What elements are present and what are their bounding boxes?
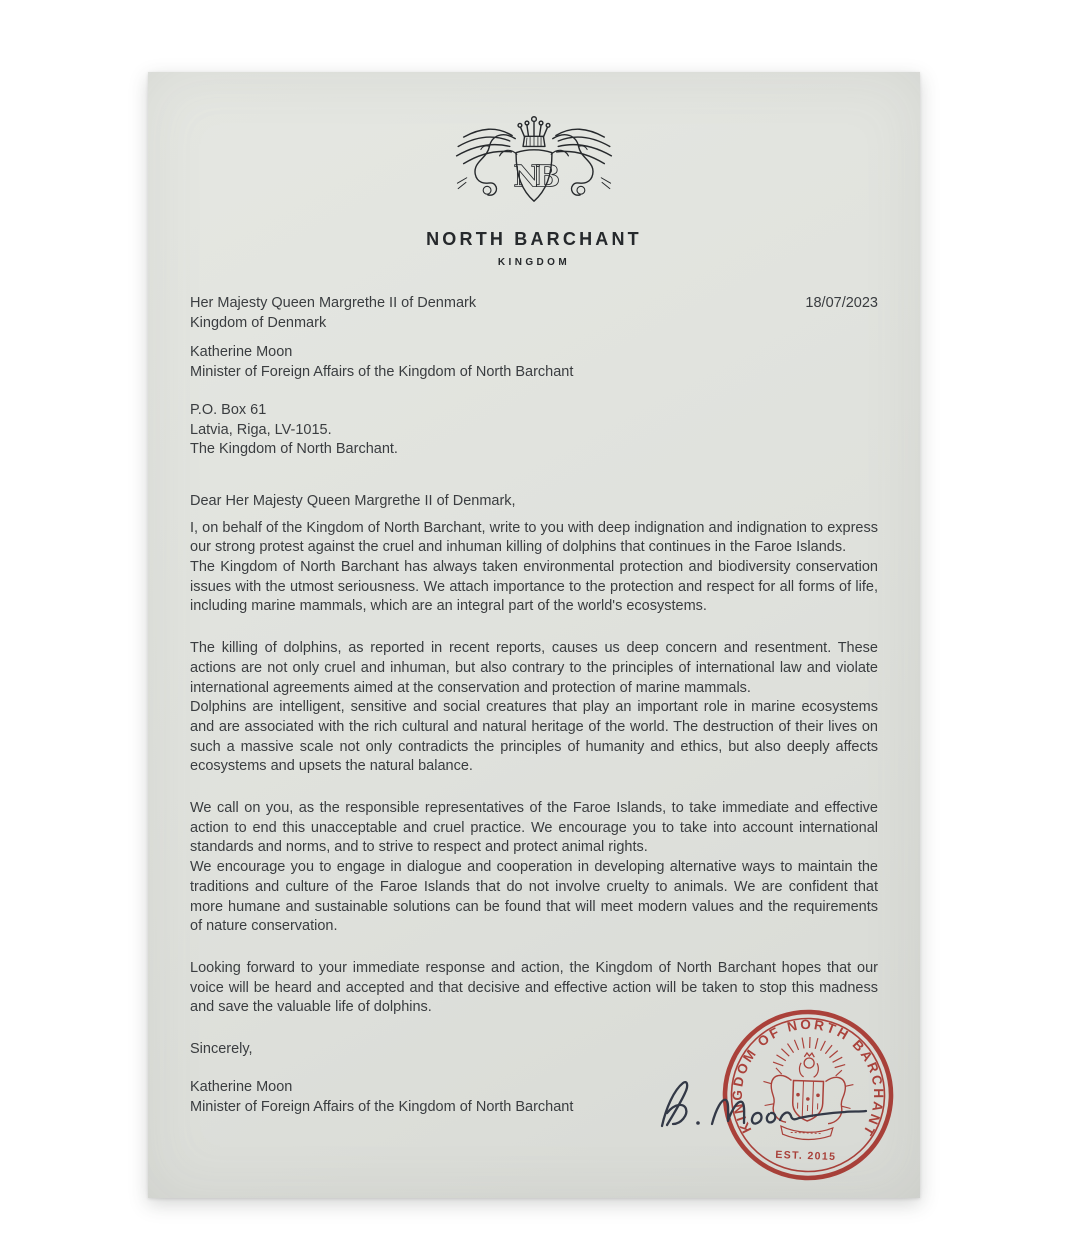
letter-paragraph: I, on behalf of the Kingdom of North Barchant, write to you with deep indignation and indignation to express our strong protest against the cruel and inhuman killing of dolphins that continues in the Faroe Islands. — [190, 519, 878, 556]
letter-paragraph: The Kingdom of North Barchant has always taken environmental protection and biodiversity conservation issues with the utmost seriousness. We attach importance to the protection and respect for all forms of life, including marine mammals, which are an integral part of the world's ecosystems. — [190, 559, 878, 615]
letter-paragraph: Looking forward to your immediate response and action, the Kingdom of North Barchant hopes that our voice will be heard and accepted and that decisive and effective action will be taken to stop this madness and save the valuable life of dolphins. — [190, 959, 878, 1016]
paragraph-block — [190, 639, 878, 777]
stamp-established-text: EST. 2015 — [775, 1148, 837, 1164]
recipient-line: Her Majesty Queen Margrethe II of Denmark — [190, 295, 477, 311]
letter-date: 18/07/2023 — [805, 295, 878, 311]
address-and-date-row — [190, 294, 878, 333]
salutation: Dear Her Majesty Queen Margrethe II of Denmark, — [190, 492, 516, 509]
north-barchant-crest-icon — [448, 110, 620, 222]
sender-title-line: Minister of Foreign Affairs of the Kingdom of North Barchant — [190, 364, 574, 381]
letter-paper — [148, 72, 920, 1198]
return-address-block — [190, 401, 878, 460]
letter-paragraph: We call on you, as the responsible representatives of the Faroe Islands, to take immediate and effective action to end this unacceptable and cruel practice. We encourage you to take into account international standards and norms, and to strive to respect and protect animal rights. — [190, 800, 878, 856]
stamp-ring-text: KINGDOM OF NORTH BARCHANT — [729, 1016, 887, 1141]
svg-text:NB: NB — [513, 159, 555, 195]
letterhead-title: NORTH BARCHANT — [426, 229, 642, 249]
letter-paragraph: The killing of dolphins, as reported in recent reports, causes us deep concern and resentment. These actions are not only cruel and inhuman, but also contrary to the principles of international law and violate international agreements aimed at the conservation and protection of marine mammals. — [190, 640, 878, 696]
letterhead — [148, 72, 920, 268]
signer-name: Katherine Moon — [190, 1078, 293, 1095]
return-address-line: The Kingdom of North Barchant. — [190, 441, 398, 458]
signer-title: Minister of Foreign Affairs of the Kingdom of North Barchant — [190, 1098, 574, 1115]
return-address-line: Latvia, Riga, LV-1015. — [190, 421, 332, 438]
letterhead-subtitle: KINGDOM — [497, 257, 571, 268]
sender-name-line: Katherine Moon — [190, 344, 293, 361]
handwritten-signature-icon — [648, 1072, 883, 1140]
recipient-line: Kingdom of Denmark — [190, 314, 327, 331]
sender-block — [190, 343, 878, 382]
valediction: Sincerely, — [190, 1041, 253, 1058]
paragraph-block — [190, 519, 878, 618]
paragraph-block — [190, 799, 878, 937]
letter-paragraph: We encourage you to engage in dialogue and cooperation in developing alternative ways to maintain the traditions and culture of the Faroe Islands that do not involve cruelty to animals. We are confident that more humane and sustainable solutions can be found that will meet modern values and the requirements of nature conservation. — [190, 859, 878, 935]
letter-paragraph: Dolphins are intelligent, sensitive and social creatures that play an important role in marine ecosystems and are associated with the rich cultural and natural heritage of the world. The destruction of their lives on such a massive scale not only contradicts the principles of humanity and ethics, but also deeply affects ecosystems and upsets the natural balance. — [190, 699, 878, 775]
recipient-block — [190, 294, 476, 333]
return-address-line: P.O. Box 61 — [190, 401, 267, 418]
letter-content — [148, 294, 920, 1117]
